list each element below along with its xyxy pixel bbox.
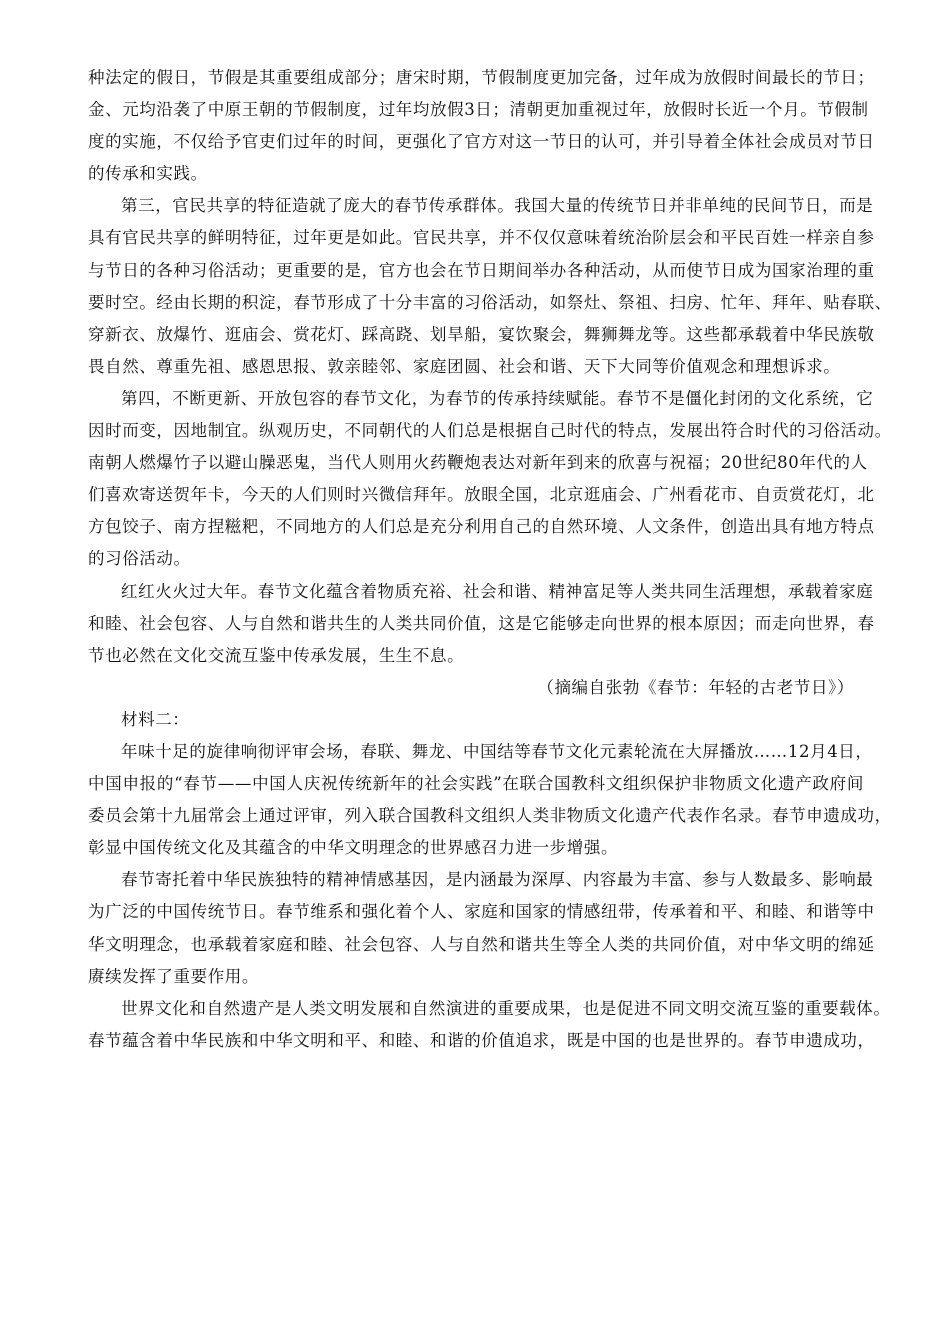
text-line: 南朝人燃爆竹子以避山臊恶鬼，当代人则用火药鞭炮表达对新年到来的欣喜与祝福；20世纪80年代的人 <box>88 453 868 473</box>
text-line: 华文明理念，也承载着家庭和睦、社会包容、人与自然和谐共生等全人类的共同价值，对中华文明的绵延 <box>88 934 875 954</box>
text-line: 的传承和实践。 <box>88 164 208 184</box>
text-line: 春节寄托着中华民族独特的精神情感基因，是内涵最为深厚、内容最为丰富、参与人数最多、影响最 <box>121 870 874 890</box>
text-line: 具有官民共享的鲜明特征，过年更是如此。官民共享，并不仅仅意味着统治阶层会和平民百姓一样亲自参 <box>88 228 875 248</box>
text-line: 节也必然在文化交流互鉴中传承发展，生生不息。 <box>88 645 465 665</box>
text-line: 畏自然、尊重先祖、感恩思报、敦亲睦邻、家庭团圆、社会和谐、天下大同等价值观念和理想诉求。 <box>88 356 841 376</box>
text-line: 因时而变，因地制宜。纵观历史，不同朝代的人们总是根据自己时代的特点，发展出符合时代的习俗活动。 <box>88 421 892 441</box>
text-line: 要时空。经由长期的积淀，春节形成了十分丰富的习俗活动，如祭灶、祭祖、扫房、忙年、拜年、贴春联、 <box>88 292 892 312</box>
text-line: 第四，不断更新、开放包容的春节文化，为春节的传承持续赋能。春节不是僵化封闭的文化系统，它 <box>121 388 874 408</box>
section-label: 材料二： <box>121 709 190 729</box>
text-line: 金、元均沿袭了中原王朝的节假制度，过年均放假3日；清朝更加重视过年，放假时长近一个月。节假制 <box>88 100 869 120</box>
text-line: 度的实施，不仅给予官吏们过年的时间，更强化了官方对这一节日的认可，并引导着全体社会成员对节日 <box>88 132 875 152</box>
text-line: 中国申报的“春节——中国人庆祝传统新年的社会实践”在联合国教科文组织保护非物质文化遗产政府间 <box>88 774 864 794</box>
text-line: 委员会第十九届常会上通过评审，列入联合国教科文组织人类非物质文化遗产代表作名录。春节申遗成功， <box>88 806 892 826</box>
text-line: 和睦、社会包容、人与自然和谐共生的人类共同价值，这是它能够走向世界的根本原因；而走向世界，春 <box>88 613 875 633</box>
text-line: 与节日的各种习俗活动；更重要的是，官方也会在节日期间举办各种活动，从而使节日成为国家治理的重 <box>88 260 875 280</box>
text-line: 第三，官民共享的特征造就了庞大的春节传承群体。我国大量的传统节日并非单纯的民间节日，而是 <box>121 196 874 216</box>
text-line: 年味十足的旋律响彻评审会场，春联、舞龙、中国结等春节文化元素轮流在大屏播放……12月4日， <box>121 741 873 761</box>
text-line: 种法定的假日，节假是其重要组成部分；唐宋时期，节假制度更加完备，过年成为放假时间最长的节日； <box>88 68 875 87</box>
text-line: 赓续发挥了重要作用。 <box>88 966 259 986</box>
text-line: 方包饺子、南方捏糍粑，不同地方的人们总是充分利用自己的自然环境、人文条件，创造出具有地方特点 <box>88 517 875 537</box>
text-line: 们喜欢寄送贺年卡，今天的人们则时兴微信拜年。放眼全国，北京逛庙会、广州看花市、自贡赏花灯，北 <box>88 485 875 505</box>
text-line: 世界文化和自然遗产是人类文明发展和自然演进的重要成果，也是促进不同文明交流互鉴的重要载体。 <box>121 998 891 1018</box>
text-line: 彰显中国传统文化及其蕴含的中华文明理念的世界感召力进一步增强。 <box>88 838 619 858</box>
text-line: 为广泛的中国传统节日。春节维系和强化着个人、家庭和国家的情感纽带，传承着和平、和睦、和谐等中 <box>88 902 875 922</box>
text-line: 穿新衣、放爆竹、逛庙会、赏花灯、踩高跷、划旱船，宴饮聚会，舞狮舞龙等。这些都承载着中华民族敬 <box>88 324 875 344</box>
text-line: 春节蕴含着中华民族和中华文明和平、和睦、和谐的价值追求，既是中国的也是世界的。春节申遗成功， <box>88 1030 875 1050</box>
text-line: 的习俗活动。 <box>88 549 191 569</box>
source-citation: （摘编自张勃《春节：年轻的古老节日》） <box>537 677 854 697</box>
text-line: 红红火火过大年。春节文化蕴含着物质充裕、社会和谐、精神富足等人类共同生活理想，承载着家庭 <box>121 581 874 601</box>
document-page <box>88 62 892 1057</box>
